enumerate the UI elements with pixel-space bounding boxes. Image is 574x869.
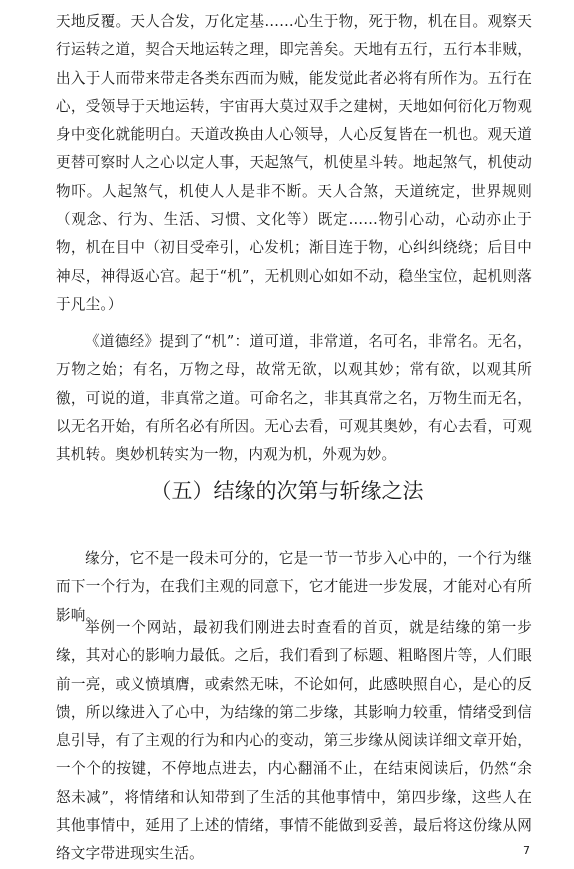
- section-heading: （五）结缘的次第与斩缘之法: [150, 479, 424, 503]
- body-paragraph: 缘分，它不是一段未可分的，它是一节一节步入心中的，一个行为继而下一个行为，在我们主观的同意下，它才能进一步发展，才能对心有所影响。: [56, 550, 532, 624]
- body-paragraph: 《道德经》提到了“机”：道可道，非常道，名可名，非常名。无名，万物之始；有名，万物之母，故常无欲，以观其妙；常有欲，以观其所徼，可说的道，非真常之道。可命名之，非其真常之名，万物生而无名，以无名开始，有所名必有所因。无心去看，可观其奥妙，有心去看，可观其机转。奥妙机转实为一物，内观为机，外观为妙。: [56, 333, 532, 464]
- body-paragraph: 天地反覆。天人合发，万化定基……心生于物，死于物，机在目。观察天行运转之道，契合天地运转之理，即完善矣。天地有五行，五行本非贼，出入于人而带来带走各类东西而为贼，能发觉此者必将有所作为。五行在心，受领导于天地运转，宇宙再大莫过双手之建树，天地如何衍化万物观身中变化就能明白。天道改换由人心领导，人心反复皆在一机也。观天道更替可察时人之心以定人事，天起煞气，机使星斗转。地起煞气，机使动物吓。人起煞气，机使人人是非不断。天人合煞，天道统定，世界规则（观念、行为、生活、习惯、文化等）既定……物引心动，心动亦止于物，机在目中（初目受牵引，心发机；渐目连于物，心纠纠绕绕；后目中神尽，神得返心宫。起于“机”，无机则心如如不动，稳坐宝位，起机则落于凡尘。）: [56, 13, 532, 313]
- body-paragraph: 举例一个网站，最初我们刚进去时查看的首页，就是结缘的第一步缘，其对心的影响力最低。之后，我们看到了标题、粗略图片等，人们眼前一亮，或义愤填膺，或索然无味，不论如何，此感映照自心，是心的反馈，所以缘进入了心中，为结缘的第二步缘，其影响力较重，情绪受到信息引导，有了主观的行为和内心的变动，第三步缘从阅读详细文章开始，一个个的按键，不停地点进去，内心翻涌不止，在结束阅读后，仍然“余怒未减”，将情绪和认知带到了生活的其他事情中，第四步缘，这些人在其他事情中，延用了上述的情绪，事情不能做到妥善，最后将这份缘从网络文字带进现实生活。: [56, 619, 532, 863]
- page-number: 7: [523, 844, 530, 857]
